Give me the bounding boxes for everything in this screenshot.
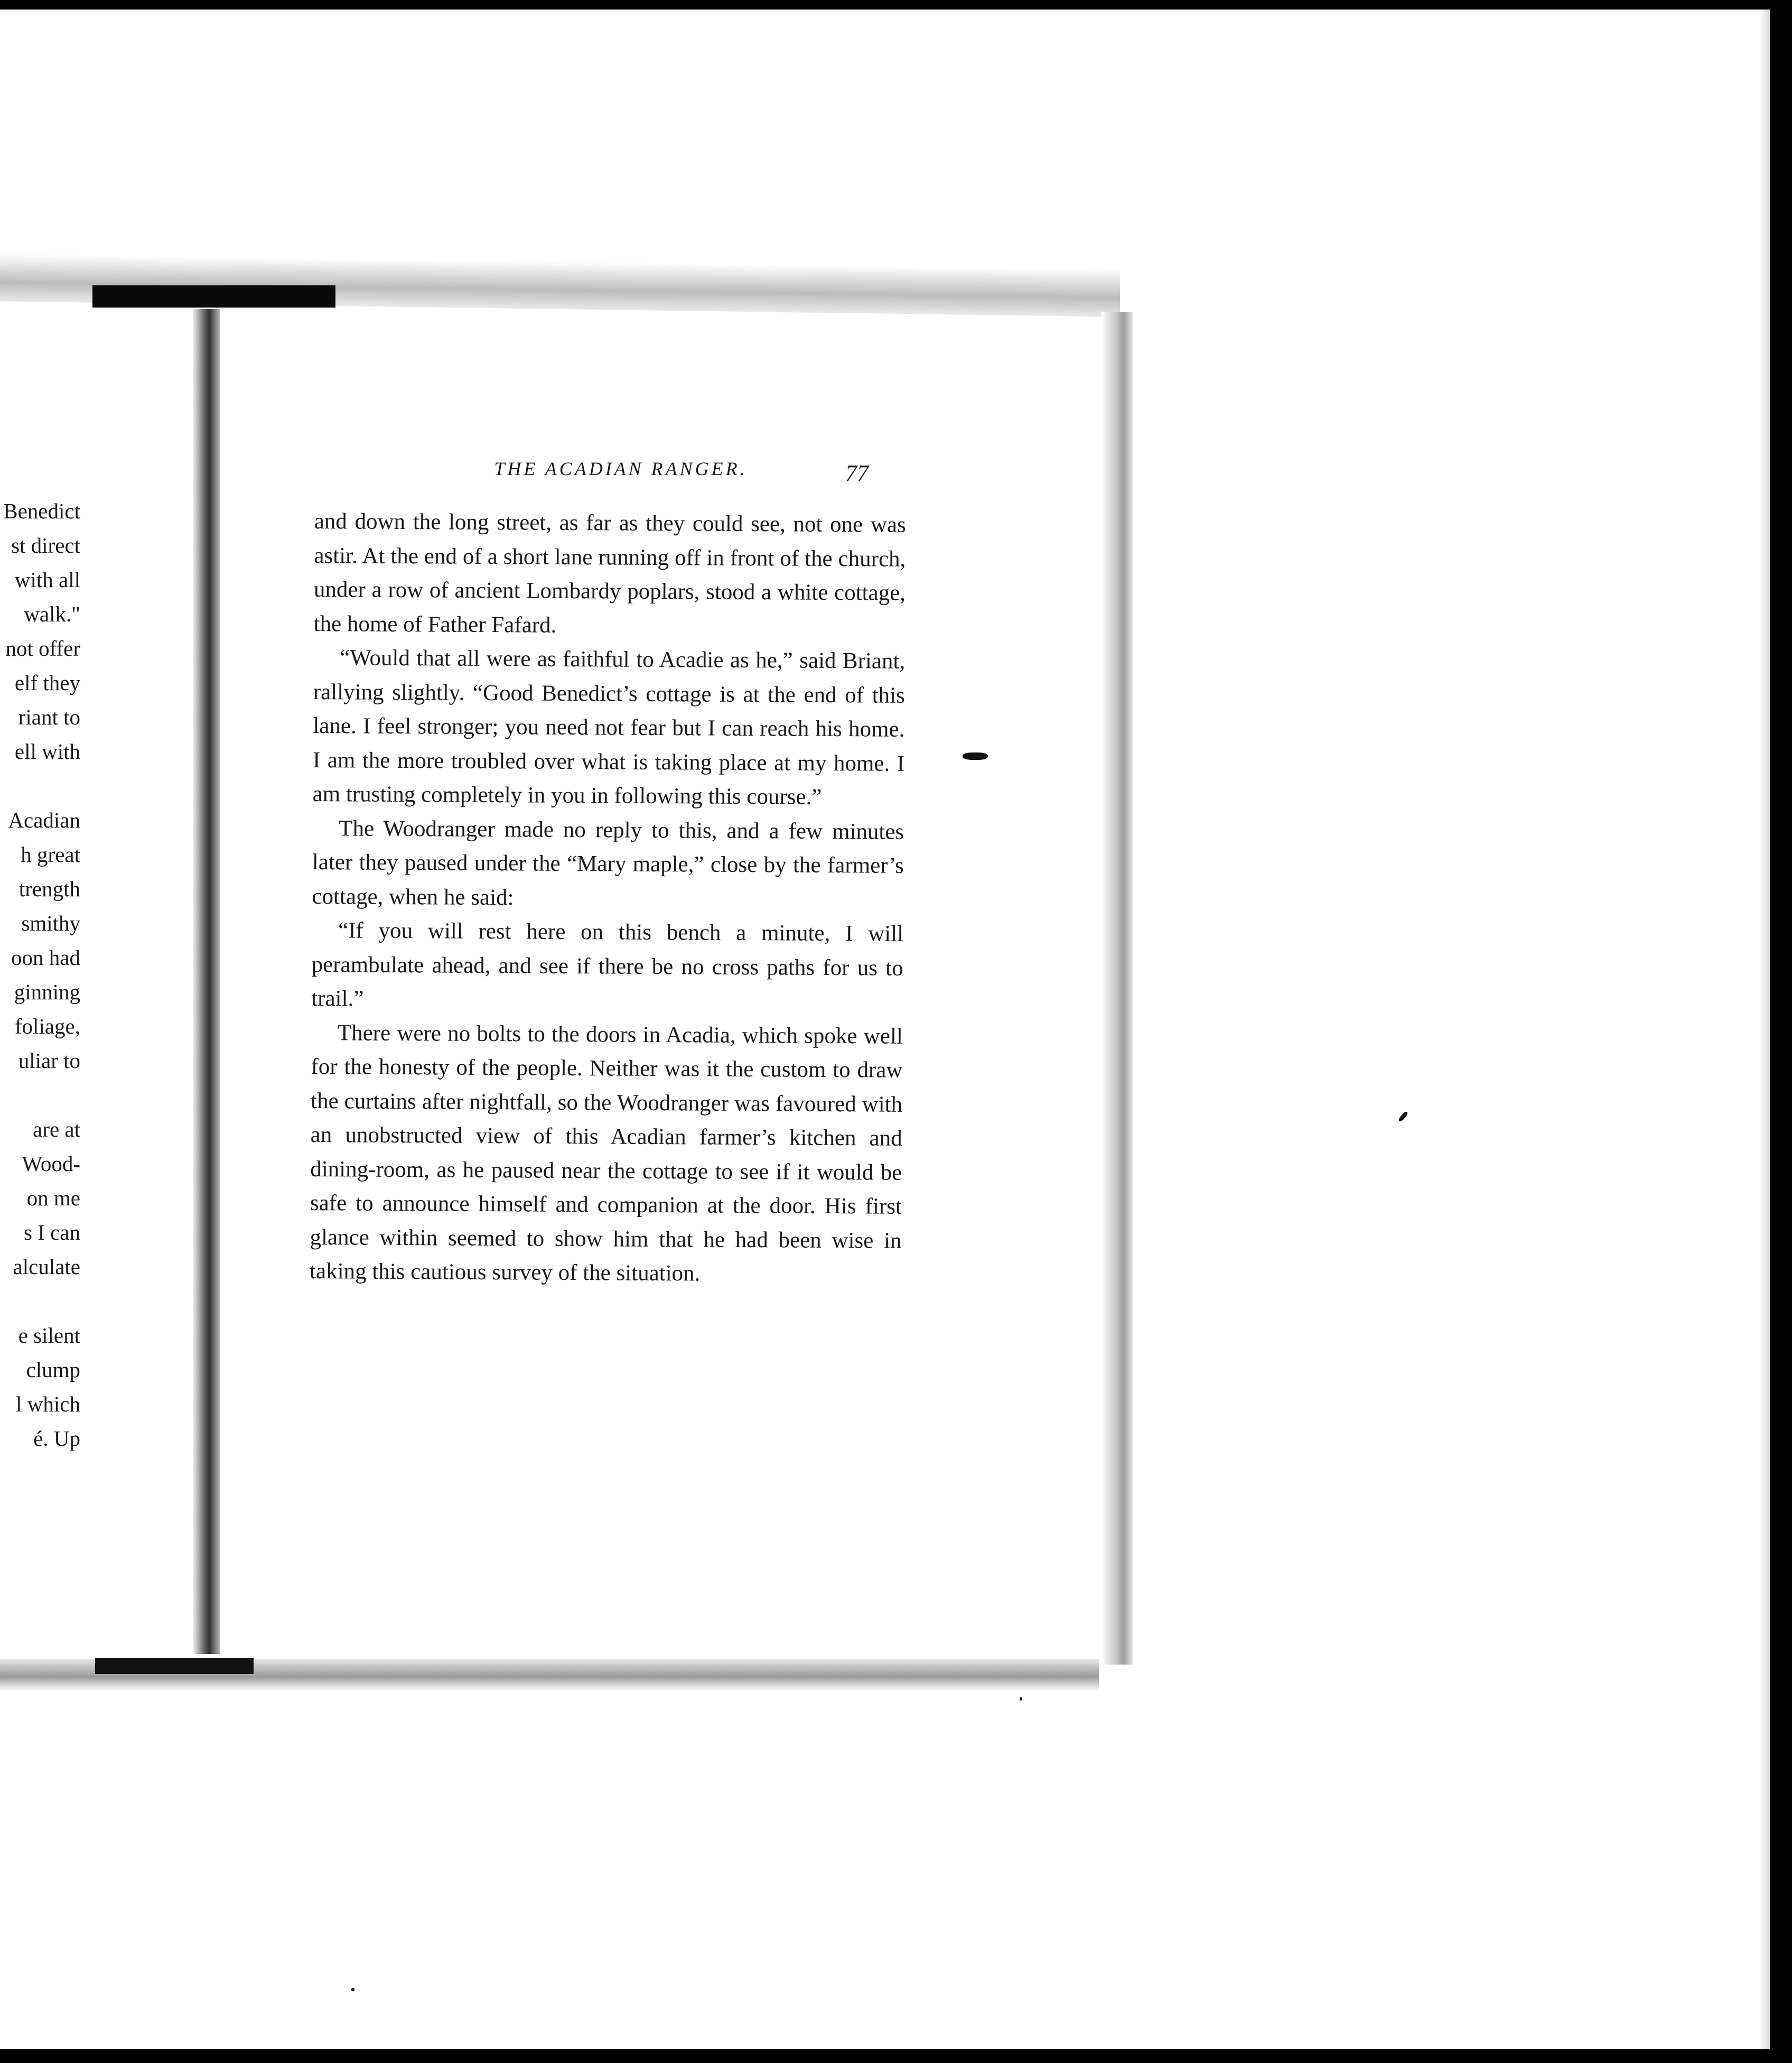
- scan-border-shade: [1759, 10, 1770, 2049]
- paragraph: and down the long street, as far as they could see, not one was astir. At the end of a short lane running off in front of the church, under a row of ancient Lombardy poplars, stood a white cottage, the home of Father Fafard.: [313, 508, 906, 638]
- left-line: s I can: [23, 1220, 80, 1244]
- left-line: ginning: [14, 980, 80, 1004]
- left-line: with all: [14, 568, 80, 592]
- scan-speck: [963, 752, 988, 760]
- left-line: é. Up: [33, 1426, 80, 1451]
- scan-speck: [1398, 1111, 1408, 1122]
- left-line: foliage,: [14, 1014, 80, 1038]
- left-line: e silent: [18, 1323, 80, 1348]
- paragraph: The Woodranger made no reply to this, and a few minutes later they paused under the “Mary maple,” close by the farmer’s cottage, when he said:: [312, 815, 904, 910]
- left-line: Acadian: [8, 808, 80, 832]
- scan-border-bottom: [0, 2049, 1792, 2063]
- left-line: [0, 769, 80, 803]
- running-head: THE ACADIAN RANGER.: [494, 458, 748, 479]
- book-gutter: [193, 309, 220, 1654]
- left-line: alculate: [13, 1254, 80, 1279]
- scan-speck: [1020, 1697, 1022, 1700]
- left-line: not offer: [5, 636, 80, 661]
- paragraph: There were no bolts to the doors in Acadia, which spoke well for the honesty of the people. Neither was it the custom to draw the curtains after nightfall, so the Woodranger was favoured with an unobstructed view of this Acadian farmer’s kitchen and dining-room, as he paused near the cottage to see if it would be safe to announce himself and companion at the door. His first glance within seemed to show him that he had been wise in taking this cautious survey of the situation.: [309, 1020, 903, 1286]
- scan-speck: [351, 1988, 354, 1991]
- left-line: riant to: [18, 705, 80, 729]
- left-page-text: [0, 494, 80, 1456]
- scan-border-right: [1770, 0, 1792, 2063]
- left-line: h great: [21, 842, 80, 867]
- page-number: 77: [845, 460, 869, 486]
- left-line: Benedict: [3, 499, 80, 523]
- scan-border-top: [0, 0, 1792, 10]
- left-line: clump: [26, 1358, 80, 1382]
- left-line: on me: [26, 1186, 80, 1210]
- book-cover-edge-top: [92, 285, 335, 308]
- left-line: Wood-: [22, 1151, 80, 1176]
- paragraph: “Would that all were as faithful to Acadie as he,” said Briant, rallying slightly. “Good Benedict’s cottage is at the end of this lane. I feel stronger; you need not fear but I can reach his home. I am the more troubled over what is taking place at my home. I am trusting completely in you in following this course.”: [312, 645, 906, 810]
- paragraph: “If you will rest here on this bench a minute, I will perambulate ahead, and see if there be no cross paths for us to trail.”: [311, 918, 904, 1011]
- left-line: ell with: [14, 739, 80, 764]
- left-line: trength: [18, 877, 80, 901]
- left-line: are at: [33, 1117, 80, 1141]
- right-page-text: [310, 505, 906, 1292]
- left-line: smithy: [21, 911, 80, 935]
- left-line: elf they: [14, 671, 80, 695]
- left-line: walk.": [24, 602, 80, 626]
- page-fore-edge: [1102, 312, 1133, 1665]
- left-line: [0, 1284, 80, 1318]
- left-line: [0, 1078, 80, 1112]
- left-line: l which: [16, 1392, 80, 1416]
- book-cover-edge-bottom: [95, 1658, 254, 1674]
- left-line: oon had: [11, 945, 80, 970]
- left-line: st direct: [11, 533, 80, 557]
- left-line: uliar to: [18, 1048, 80, 1073]
